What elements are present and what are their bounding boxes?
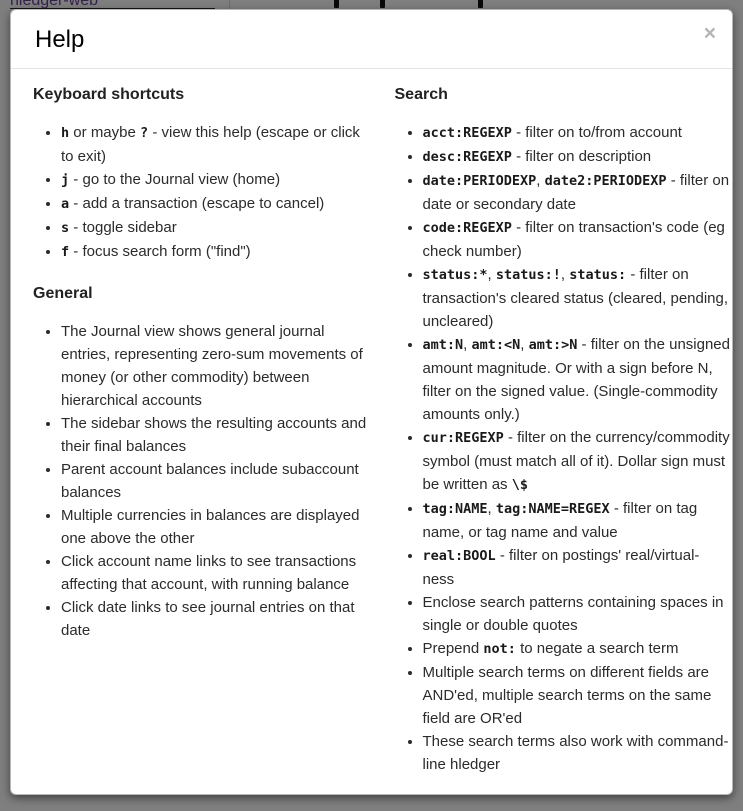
help-item: • status:*, status:!, status: - filter on transaction's cleared status (cleared, pending, uncleared) — [423, 263, 731, 333]
help-item: • Multiple currencies in balances are displayed one above the other — [61, 504, 369, 550]
help-column-right — [395, 83, 731, 776]
help-list — [395, 121, 731, 776]
code-term: amt:>N — [528, 337, 578, 353]
help-item: • Parent account balances include subaccount balances — [61, 458, 369, 504]
code-term: status: — [569, 267, 627, 283]
help-item: • real:BOOL - filter on postings' real/virtual-ness — [423, 544, 731, 591]
code-term: cur:REGEXP — [422, 430, 504, 446]
help-item: • cur:REGEXP - filter on the currency/commodity symbol (must match all of it). Dollar sign must be written as \$ — [423, 426, 731, 497]
help-item: • j - go to the Journal view (home) — [61, 168, 369, 192]
help-item: • Click account name links to see transactions affecting that account, with running balance — [61, 550, 369, 596]
code-term: ? — [140, 125, 149, 141]
code-term: status:! — [495, 267, 561, 283]
help-item: • desc:REGEXP - filter on description — [423, 145, 731, 169]
help-column-left — [33, 83, 369, 776]
help-item: • Prepend not: to negate a search term — [423, 637, 731, 661]
help-list — [33, 320, 369, 642]
code-term: tag:NAME — [422, 501, 488, 517]
help-item: • The sidebar shows the resulting accounts and their final balances — [61, 412, 369, 458]
modal-header — [11, 10, 732, 69]
code-term: a — [61, 196, 70, 212]
section-heading: Keyboard shortcuts — [33, 86, 185, 103]
help-item: • f - focus search form ("find") — [61, 240, 369, 264]
help-item: • code:REGEXP - filter on transaction's code (eg check number) — [423, 216, 731, 263]
modal-title: Help — [35, 26, 85, 53]
code-term: desc:REGEXP — [422, 149, 512, 165]
section-heading: Search — [394, 86, 448, 103]
code-term: j — [61, 172, 70, 188]
help-item: • a - add a transaction (escape to cancel) — [61, 192, 369, 216]
close-icon[interactable]: × — [703, 22, 716, 45]
help-modal — [10, 9, 733, 795]
help-item: • Enclose search patterns containing spaces in single or double quotes — [423, 591, 731, 637]
code-term: s — [61, 220, 70, 236]
help-item: • The Journal view shows general journal entries, representing zero-sum movements of money (or other commodity) between hierarchical accounts — [61, 320, 369, 412]
code-term: code:REGEXP — [422, 220, 512, 236]
help-item: • h or maybe ? - view this help (escape or click to exit) — [61, 121, 369, 168]
section-heading: General — [33, 285, 93, 302]
code-term: acct:REGEXP — [422, 125, 512, 141]
help-item: • These search terms also work with command-line hledger — [423, 730, 731, 776]
help-list — [33, 121, 369, 264]
code-term: date:PERIODEXP — [422, 173, 537, 189]
help-item: • s - toggle sidebar — [61, 216, 369, 240]
help-item: • tag:NAME, tag:NAME=REGEX - filter on tag name, or tag name and value — [423, 497, 731, 544]
code-term: \$ — [511, 477, 528, 493]
code-term: tag:NAME=REGEX — [495, 501, 610, 517]
code-term: amt:<N — [471, 337, 521, 353]
code-term: h — [61, 125, 70, 141]
help-item: • acct:REGEXP - filter on to/from account — [423, 121, 731, 145]
code-term: amt:N — [422, 337, 464, 353]
help-item: • Multiple search terms on different fields are AND'ed, multiple search terms on the same field are OR'ed — [423, 661, 731, 730]
help-item: • Click date links to see journal entries on that date — [61, 596, 369, 642]
code-term: status:* — [422, 267, 488, 283]
code-term: f — [61, 244, 70, 260]
code-term: date2:PERIODEXP — [544, 173, 667, 189]
code-term: not: — [483, 641, 516, 657]
help-item: • date:PERIODEXP, date2:PERIODEXP - filter on date or secondary date — [423, 169, 731, 216]
help-item: • amt:N, amt:<N, amt:>N - filter on the unsigned amount magnitude. Or with a sign before N, filter on the signed value. (Single-commodity amounts only.) — [423, 333, 731, 426]
code-term: real:BOOL — [422, 548, 496, 564]
modal-body — [11, 69, 732, 795]
